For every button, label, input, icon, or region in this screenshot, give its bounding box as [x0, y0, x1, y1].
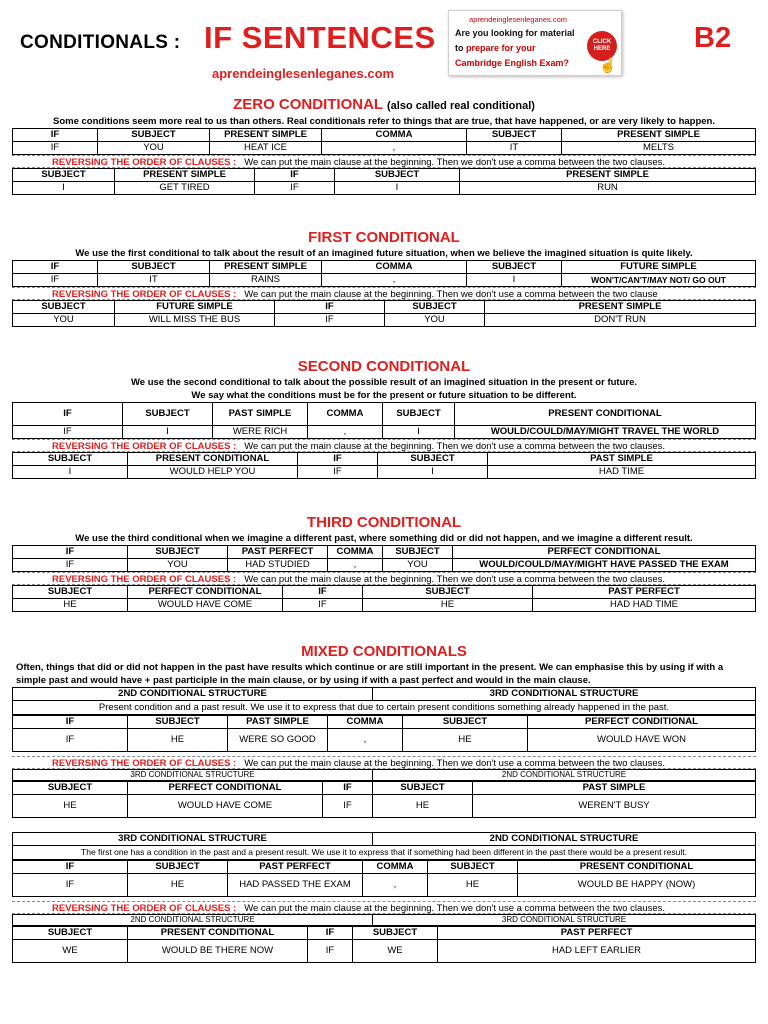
table-cell: SUBJECT	[378, 453, 488, 466]
table-cell: I	[13, 466, 128, 479]
table-header-row	[13, 169, 756, 182]
table-cell: SUBJECT	[128, 861, 228, 874]
cambridge-ad-banner[interactable]	[448, 10, 622, 76]
reversing-note: REVERSING THE ORDER OF CLAUSES : We can put the main clause at the beginning. Then we don't use a comma between the two clause	[12, 287, 756, 300]
table-cell: HE	[128, 874, 228, 897]
table-cell: IF	[13, 559, 128, 572]
table-cell: I	[378, 466, 488, 479]
mixed-conditionals-section	[0, 643, 768, 963]
table-cell: PRESENT SIMPLE	[115, 169, 255, 182]
table-cell: WOULD HAVE COME	[128, 599, 283, 612]
table-header-row	[13, 927, 756, 940]
table-cell: IF	[13, 546, 128, 559]
section-description: We use the first conditional to talk about the result of an imagined future situation, when we believe the imagined situation is quite likely.	[75, 248, 693, 259]
table-header-row	[13, 261, 756, 274]
table-cell: YOU	[128, 559, 228, 572]
table-row	[13, 559, 756, 572]
table-cell: I	[13, 182, 115, 195]
table-cell: HE	[373, 795, 473, 818]
section-title: SECOND CONDITIONAL	[297, 358, 471, 375]
table-cell: IF	[255, 169, 335, 182]
mixed-note: Present condition and a past result. We use it to express that due to certain present conditions something already happened in the past.	[12, 701, 756, 715]
table-cell: WOULD/COULD/MAY/MIGHT HAVE PASSED THE EXAM	[453, 559, 756, 572]
table-cell: IF	[13, 261, 98, 274]
table-cell: HAD LEFT EARLIER	[438, 940, 756, 963]
reverse-table	[12, 452, 756, 479]
mini-left-label: 3RD CONDITIONAL STRUCTURE	[13, 770, 373, 781]
table-cell: SUBJECT	[383, 546, 453, 559]
table-cell: PRESENT CONDITIONAL	[128, 453, 298, 466]
table-cell: HAD TIME	[488, 466, 756, 479]
right-structure-label: 3RD CONDITIONAL STRUCTURE	[373, 688, 756, 701]
table-cell: SUBJECT	[128, 546, 228, 559]
table-cell: RAINS	[210, 274, 322, 287]
reversing-note: REVERSING THE ORDER OF CLAUSES : We can put the main clause at the beginning. Then we don't use a comma between the two clauses.	[12, 901, 756, 914]
table-cell: PAST PERFECT	[228, 861, 363, 874]
table-cell: MELTS	[562, 142, 756, 155]
table-cell: COMMA	[363, 861, 428, 874]
table-cell: SUBJECT	[13, 782, 128, 795]
table-cell: HE	[363, 599, 533, 612]
table-cell: WE	[353, 940, 438, 963]
structure-table	[12, 260, 756, 287]
table-cell: IF	[13, 129, 98, 142]
table-cell: SUBJECT	[128, 716, 228, 729]
mixed-structure-header	[12, 832, 756, 846]
table-cell: PAST PERFECT	[228, 546, 328, 559]
table-cell: WOULD/COULD/MAY/MIGHT TRAVEL THE WORLD	[455, 426, 756, 439]
table-cell: IF	[13, 716, 128, 729]
table-header-row	[13, 688, 756, 701]
table-cell: HE	[128, 729, 228, 752]
zero-conditional-section	[0, 96, 768, 195]
website-link[interactable]: aprendeinglesenleganes.com	[212, 66, 395, 81]
table-cell: WOULD HAVE WON	[528, 729, 756, 752]
table-cell: SUBJECT	[13, 169, 115, 182]
table-cell: PRESENT SIMPLE	[460, 169, 756, 182]
table-cell: HE	[13, 795, 128, 818]
table-cell: IF	[323, 782, 373, 795]
table-cell: WERE SO GOOD	[228, 729, 328, 752]
click-here-button[interactable]: CLICK HERE	[587, 31, 617, 61]
table-cell: ,	[322, 274, 467, 287]
table-row	[13, 466, 756, 479]
table-cell: IF	[283, 586, 363, 599]
table-cell: I	[123, 426, 213, 439]
table-cell: IF	[13, 729, 128, 752]
table-cell: PRESENT SIMPLE	[210, 261, 322, 274]
table-cell: IT	[98, 274, 210, 287]
table-cell: WOULD HELP YOU	[128, 466, 298, 479]
table-cell: PERFECT CONDITIONAL	[453, 546, 756, 559]
table-cell: WILL MISS THE BUS	[115, 314, 275, 327]
table-header-row	[13, 833, 756, 846]
table-cell: IF	[323, 795, 373, 818]
table-cell: SUBJECT	[467, 261, 562, 274]
table-cell: IF	[275, 301, 385, 314]
table-cell: FUTURE SIMPLE	[115, 301, 275, 314]
table-cell: I	[335, 182, 460, 195]
table-cell: PRESENT CONDITIONAL	[518, 861, 756, 874]
table-cell: HE	[403, 729, 528, 752]
table-header-row	[13, 586, 756, 599]
table-cell: PAST SIMPLE	[473, 782, 756, 795]
table-cell: IF	[283, 599, 363, 612]
table-cell: SUBJECT	[363, 586, 533, 599]
table-row	[13, 314, 756, 327]
table-cell: PRESENT SIMPLE	[562, 129, 756, 142]
ad-url: aprendeinglesenleganes.com	[469, 15, 567, 24]
table-cell: PRESENT CONDITIONAL	[128, 927, 308, 940]
table-cell: IF	[275, 314, 385, 327]
table-cell: SUBJECT	[467, 129, 562, 142]
table-cell: COMMA	[308, 403, 383, 426]
left-structure-label: 3RD CONDITIONAL STRUCTURE	[13, 833, 373, 846]
table-cell: PERFECT CONDITIONAL	[528, 716, 756, 729]
table-cell: IF	[13, 274, 98, 287]
table-cell: SUBJECT	[385, 301, 485, 314]
table-cell: SUBJECT	[428, 861, 518, 874]
table-cell: HAD STUDIED	[228, 559, 328, 572]
table-cell: IF	[308, 940, 353, 963]
mini-right-label: 3RD CONDITIONAL STRUCTURE	[373, 915, 756, 926]
table-cell: WOULD HAVE COME	[128, 795, 323, 818]
table-cell: ,	[308, 426, 383, 439]
table-row	[13, 874, 756, 897]
table-cell: PAST SIMPLE	[488, 453, 756, 466]
reverse-table	[12, 168, 756, 195]
table-row	[13, 142, 756, 155]
mixed-note: The first one has a condition in the past and a present result. We use it to express that if something had been different in the past there would be a present result.	[12, 846, 756, 860]
table-cell: SUBJECT	[335, 169, 460, 182]
table-header-row	[13, 546, 756, 559]
table-cell: IF	[13, 142, 98, 155]
page-header	[0, 0, 768, 95]
table-cell: SUBJECT	[403, 716, 528, 729]
table-cell: FUTURE SIMPLE	[562, 261, 756, 274]
table-cell: IF	[13, 403, 123, 426]
third-conditional-section	[0, 514, 768, 612]
table-cell: SUBJECT	[98, 129, 210, 142]
table-cell: PAST SIMPLE	[213, 403, 308, 426]
table-cell: PERFECT CONDITIONAL	[128, 586, 283, 599]
reversing-note: REVERSING THE ORDER OF CLAUSES : We can put the main clause at the beginning. Then we don't use a comma between the two clauses.	[12, 756, 756, 769]
table-row	[13, 729, 756, 752]
mixed-structure-header	[12, 687, 756, 701]
table-header-row	[13, 301, 756, 314]
table-cell: ,	[328, 729, 403, 752]
table-cell: WOULD BE THERE NOW	[128, 940, 308, 963]
table-cell: SUBJECT	[13, 301, 115, 314]
table-cell: IF	[13, 426, 123, 439]
table-header-row	[13, 716, 756, 729]
table-cell: IF	[298, 466, 378, 479]
table-cell: YOU	[385, 314, 485, 327]
structure-table	[12, 128, 756, 155]
section-title: ZERO CONDITIONAL (also called real conditional)	[233, 96, 535, 113]
reverse-table	[12, 585, 756, 612]
table-cell: GET TIRED	[115, 182, 255, 195]
table-cell: IF	[298, 453, 378, 466]
table-cell: IT	[467, 142, 562, 155]
table-cell: COMMA	[322, 129, 467, 142]
header-title: CONDITIONALS :	[20, 32, 181, 53]
table-cell: RUN	[460, 182, 756, 195]
table-cell: HEAT ICE	[210, 142, 322, 155]
table-cell: IF	[13, 861, 128, 874]
table-cell: PRESENT CONDITIONAL	[455, 403, 756, 426]
table-cell: ,	[363, 874, 428, 897]
section-description: We use the third conditional when we imagine a different past, where something did or did not happen, and we imagine a different result.	[75, 533, 693, 544]
ad-line-1: Are you looking for material	[455, 28, 575, 38]
reversing-note: REVERSING THE ORDER OF CLAUSES : We can put the main clause at the beginning. Then we don't use a comma between the two clauses.	[12, 439, 756, 452]
mini-structure-labels	[12, 914, 756, 926]
table-header-row	[13, 453, 756, 466]
mini-left-label: 2ND CONDITIONAL STRUCTURE	[13, 915, 373, 926]
table-cell: PERFECT CONDITIONAL	[128, 782, 323, 795]
reverse-table	[12, 781, 756, 818]
table-cell: WON'T/CAN'T/MAY NOT/ GO OUT	[562, 274, 756, 287]
right-structure-label: 2ND CONDITIONAL STRUCTURE	[373, 833, 756, 846]
table-cell: WERE RICH	[213, 426, 308, 439]
table-cell: WEREN'T BUSY	[473, 795, 756, 818]
mini-right-label: 2ND CONDITIONAL STRUCTURE	[373, 770, 756, 781]
table-header-row	[13, 861, 756, 874]
table-cell: IF	[255, 182, 335, 195]
reverse-table	[12, 300, 756, 327]
pointer-hand-icon: ☝	[599, 57, 617, 73]
table-cell: ,	[322, 142, 467, 155]
ad-line-3: Cambridge English Exam?	[455, 58, 570, 68]
table-header-row	[13, 782, 756, 795]
table-row	[13, 426, 756, 439]
reversing-note: REVERSING THE ORDER OF CLAUSES : We can put the main clause at the beginning. Then we don't use a comma between the two clauses.	[12, 155, 756, 168]
mini-structure-labels	[12, 769, 756, 781]
table-cell: WOULD BE HAPPY (NOW)	[518, 874, 756, 897]
table-row	[13, 182, 756, 195]
table-row	[13, 795, 756, 818]
structure-table	[12, 545, 756, 572]
table-cell: IF	[13, 874, 128, 897]
table-cell: IF	[308, 927, 353, 940]
table-cell: COMMA	[322, 261, 467, 274]
table-row	[13, 274, 756, 287]
table-cell: PAST PERFECT	[533, 586, 756, 599]
table-cell: COMMA	[328, 546, 383, 559]
structure-table	[12, 860, 756, 897]
table-cell: WE	[13, 940, 128, 963]
table-cell: YOU	[13, 314, 115, 327]
table-cell: SUBJECT	[13, 927, 128, 940]
table-cell: YOU	[383, 559, 453, 572]
table-cell: SUBJECT	[98, 261, 210, 274]
reverse-table	[12, 926, 756, 963]
table-cell: I	[467, 274, 562, 287]
second-conditional-section	[0, 358, 768, 479]
header-big-title: IF SENTENCES	[204, 20, 436, 55]
table-cell: SUBJECT	[13, 586, 128, 599]
section-description-2: We say what the conditions must be for the present or future situation to be different.	[191, 390, 577, 401]
ad-line-2: to prepare for your	[455, 43, 536, 53]
table-row	[13, 940, 756, 963]
section-description: Some conditions seem more real to us than others. Real conditionals refer to things that are true, that have happened, or are very likely to happen.	[53, 116, 715, 127]
table-cell: COMMA	[328, 716, 403, 729]
section-description: We use the second conditional to talk about the possible result of an imagined situation in the present or future.	[130, 377, 638, 388]
table-cell: SUBJECT	[123, 403, 213, 426]
left-structure-label: 2ND CONDITIONAL STRUCTURE	[13, 688, 373, 701]
table-cell: SUBJECT	[353, 927, 438, 940]
table-cell: ,	[328, 559, 383, 572]
table-cell: HE	[428, 874, 518, 897]
table-cell: HAD HAD TIME	[533, 599, 756, 612]
structure-table	[12, 402, 756, 439]
section-description: Often, things that did or did not happen in the past have results which continue or are still important in the present. We can emphasise this by using if with a simple past and would have + past participle in the main clause, or by using if with a past perfect and would in the main clause.	[16, 662, 724, 686]
section-title: THIRD CONDITIONAL	[306, 514, 462, 531]
table-cell: HAD PASSED THE EXAM	[228, 874, 363, 897]
table-cell: DON'T RUN	[485, 314, 756, 327]
table-cell: PAST SIMPLE	[228, 716, 328, 729]
table-header-row	[13, 403, 756, 426]
table-cell: YOU	[98, 142, 210, 155]
table-cell: SUBJECT	[373, 782, 473, 795]
table-cell: SUBJECT	[383, 403, 455, 426]
table-cell: SUBJECT	[13, 453, 128, 466]
level-badge: B2	[694, 22, 732, 54]
table-cell: I	[383, 426, 455, 439]
table-cell: PAST PERFECT	[438, 927, 756, 940]
first-conditional-section	[0, 229, 768, 327]
reversing-note: REVERSING THE ORDER OF CLAUSES : We can put the main clause at the beginning. Then we don't use a comma between the two clauses.	[12, 572, 756, 585]
structure-table	[12, 715, 756, 752]
table-cell: PRESENT SIMPLE	[485, 301, 756, 314]
section-title: MIXED CONDITIONALS	[301, 643, 467, 660]
section-title: FIRST CONDITIONAL	[308, 229, 460, 246]
table-row	[13, 599, 756, 612]
table-cell: PRESENT SIMPLE	[210, 129, 322, 142]
table-cell: HE	[13, 599, 128, 612]
table-header-row	[13, 129, 756, 142]
